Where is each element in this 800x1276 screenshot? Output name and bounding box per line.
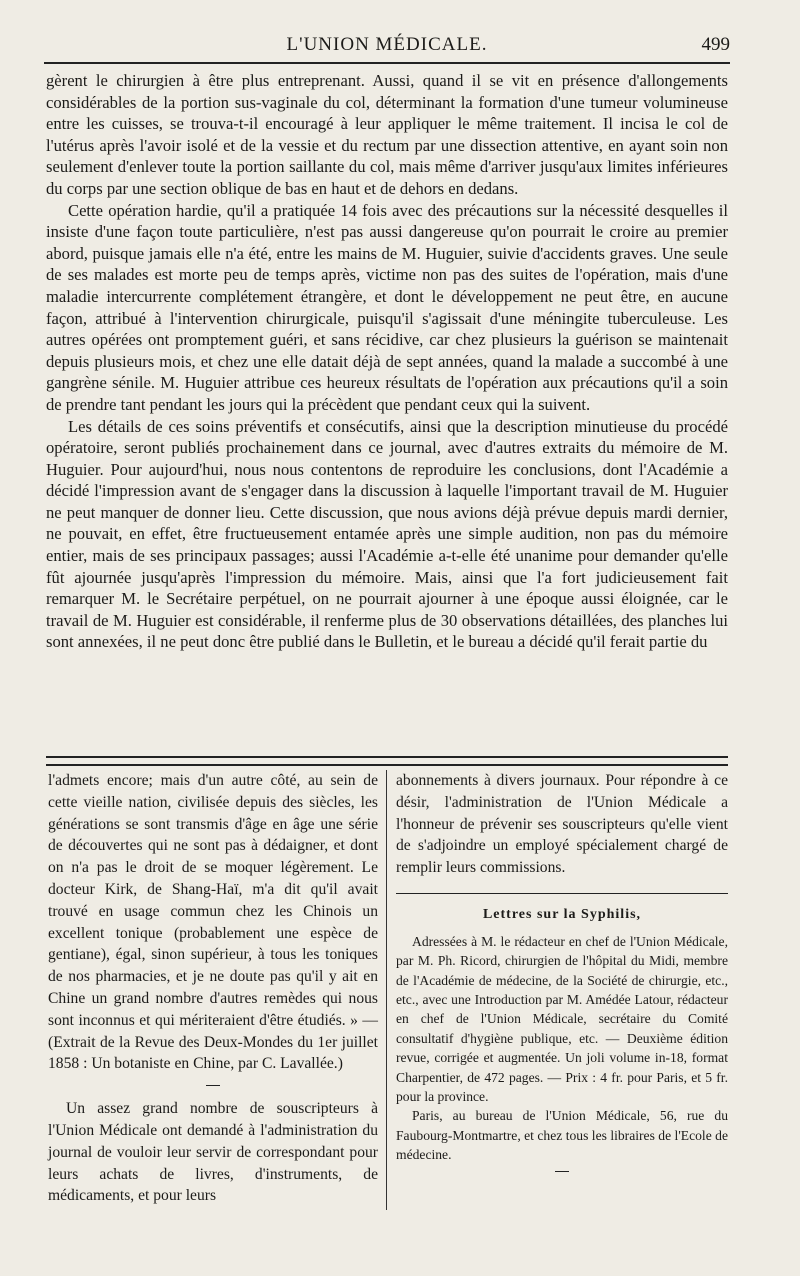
short-dash-divider <box>206 1085 220 1086</box>
paragraph: gèrent le chirurgien à être plus entreprenant. Aussi, quand il se vit en présence d'allongements considérables de la portion sus-vaginale du col, déterminant la formation d'une tumeur volumineuse entre les cuisses, se trouva-t-il encouragé à leur appliquer le même traitement. Il incisa le col de l'utérus après l'avoir isolé et de la vessie et du rectum par une dissection attentive, en ayant soin non seulement d'enlever toute la portion saillante du col, mais même d'arriver jusqu'aux limites inférieures du corps par une section oblique de bas en haut et de dehors en dedans. <box>46 71 728 198</box>
short-dash-divider <box>555 1171 569 1172</box>
header-rule <box>44 62 730 64</box>
running-header <box>44 28 730 64</box>
paragraph: Cette opération hardie, qu'il a pratiquée 14 fois avec des précautions sur la nécessité desquelles il insiste d'une façon toute particulière, n'est pas aussi dangereuse qu'on pourrait le croire au premier abord, puisque jamais elle n'a été, entre les mains de M. Huguier, suivie d'accidents graves. Une seule de ses malades est morte peu de temps après, victime non pas des suites de l'opération, mais d'une maladie intercurrente complétement étrangère, et dont le développement ne peut être, en aucune façon, attribué à l'intervention chirurgicale, puisqu'il s'agissait d'une méningite tuberculeuse. Les autres opérées ont promptement guéri, et sans récidive, car chez plusieurs la guérison se maintenait depuis plusieurs mois, et chez une elle datait déjà de sept années, quand la malade a succombé à une gangrène sénile. M. Huguier attribue ces heureux résultats de l'opération aux précautions qu'il a soin de prendre tant pendant les jours qui la précèdent que pendant ceux qui la suivent. <box>46 200 728 414</box>
column-divider <box>386 770 387 1210</box>
paragraph: Un assez grand nombre de souscripteurs à l'Union Médicale ont demandé à l'administration du journal de vouloir leur servir de correspondant pour leurs achats de livres, d'instruments, de médicaments, et pour leurs <box>48 1100 378 1205</box>
section-divider <box>46 756 728 766</box>
paragraph: Les détails de ces soins préventifs et consécutifs, ainsi que la description minutieuse du procédé opératoire, seront publiés prochainement dans ce journal, avec d'autres extraits du mémoire de M. Huguier. Pour aujourd'hui, nous nous contentons de reproduire les conclusions, dont l'Académie a décidé l'impression avant de s'engager dans la discussion à laquelle l'important travail de M. Huguier ne peut manquer de donner lieu. Cette discussion, que nous avions déjà prévue depuis mardi dernier, ne pouvait, en effet, être fructueusement entamée après une simple audition, non pas du mémoire entier, mais de ses principaux passages; aussi l'Académie a-t-elle été unanime pour demander qu'elle fût ajournée jusqu'après l'impression du mémoire. Mais, ainsi que l'a fort judicieusement fait remarquer M. le Secrétaire perpétuel, on ne pourrait ajourner à une époque aussi éloignée, car le travail de M. Huguier est considérable, il renferme plus de 30 observations détaillées, des planches lui sont annexées, il ne peut donc être publié dans le Bulletin, et le bureau a décidé qu'il ferait partie du <box>46 416 728 652</box>
journal-title: L'UNION MÉDICALE. <box>286 34 488 55</box>
main-article <box>46 70 728 653</box>
advert-address: Paris, au bureau de l'Union Médicale, 56, rue du Faubourg-Montmartre, et chez tous les libraires de l'Ecole de médecine. <box>396 1108 728 1163</box>
feuilleton-column <box>48 770 378 1207</box>
paragraph: l'admets encore; mais d'un autre côté, au sein de cette vieille nation, civilisée depuis des siècles, les générations se sont transmis d'âge en âge une série de découvertes qui ne sont pas à dédaigner, et dont on n'a pas le droit de se moquer légèrement. Le docteur Kirk, de Shang-Haï, m'a dit qu'il avait trouvé en usage commun chez les Chinois un excellent tonique (probablement une espèce de gentiane), égal, sinon supérieur, à tous les toniques de nos pharmacies, et je ne doute pas qu'il y ait en Chine un grand nombre d'autres remèdes qui nous sont inconnus et qui mériteraient d'être étudiés. » — (Extrait de la Revue des Deux-Mondes du 1er juillet 1858 : Un botaniste en Chine, par C. Lavallée.) <box>48 772 378 1073</box>
advert-text: Adressées à M. le rédacteur en chef de l'Union Médicale, par M. Ph. Ricord, chirurgien de l'hôpital du Midi, membre de l'Académie de médecine, de la Société de chirurgie, etc., etc., avec une Introduction par M. Amédée Latour, rédacteur en chef de l'Union Médicale, secrétaire du Comité consultatif d'hygiène publique, etc. — Deuxième édition revue, corrigée et augmentée. Un joli volume in-18, format Charpentier, de 472 pages. — Prix : 4 fr. pour Paris, et 5 fr. pour la province. <box>396 933 728 1105</box>
notices-column <box>396 770 728 1172</box>
paragraph: abonnements à divers journaux. Pour répondre à ce désir, l'administration de l'Union Médicale a l'honneur de prévenir ses souscripteurs qu'elle vient de s'adjoindre un employé spécialement chargé de remplir leurs commissions. <box>396 772 728 877</box>
notice-rule <box>396 893 728 894</box>
advert-heading: Lettres sur la Syphilis, <box>482 906 642 922</box>
page-number: 499 <box>701 34 730 55</box>
